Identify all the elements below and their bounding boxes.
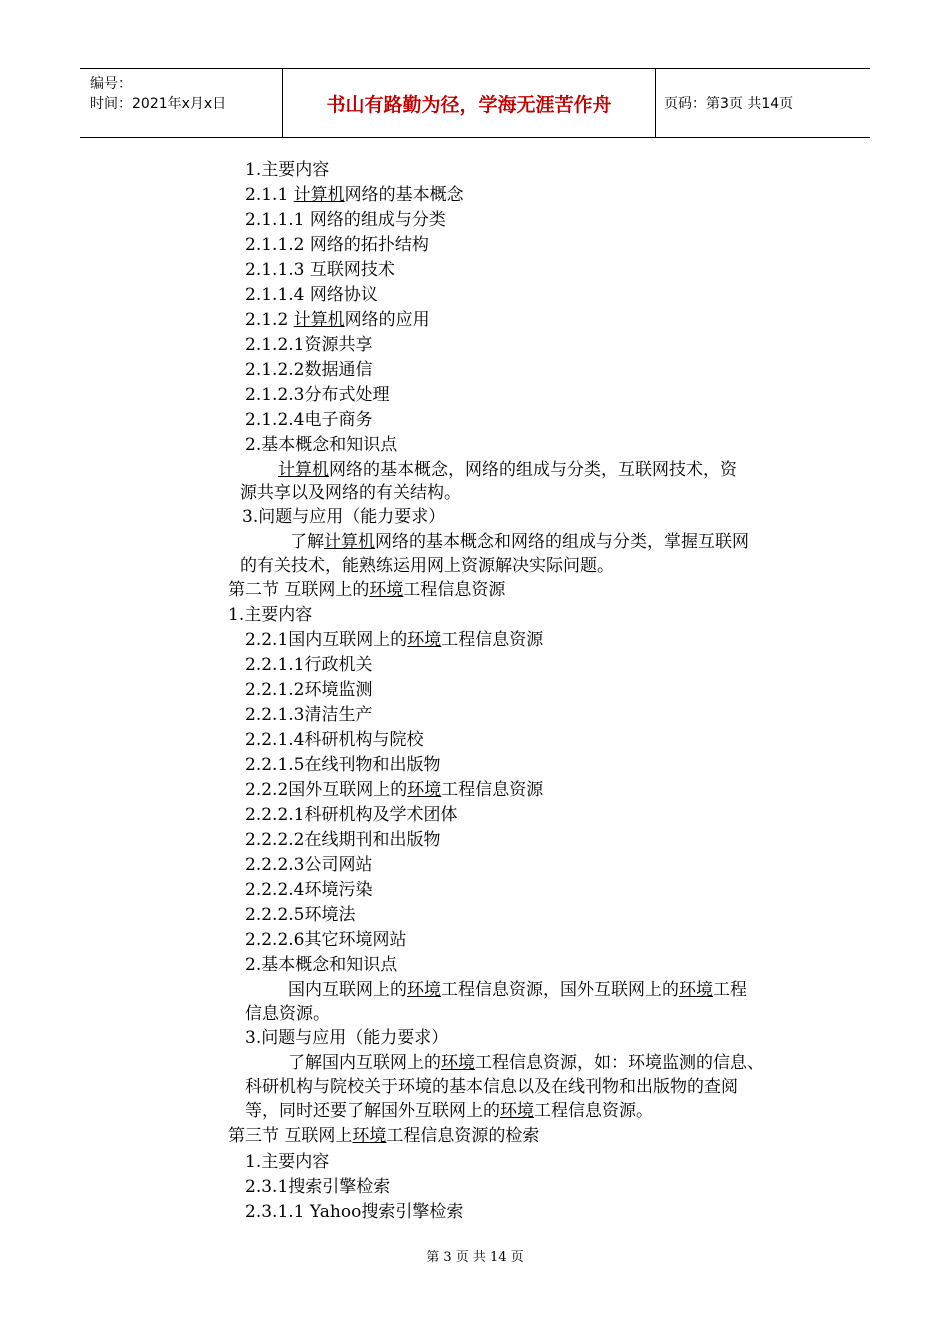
page-header: [80, 68, 870, 138]
text-line: 2.2.2.4环境污染: [245, 880, 373, 900]
text-line: 2.2.1.1行政机关: [245, 655, 373, 675]
header-meta: [80, 69, 283, 137]
underlined-term: 环境: [407, 630, 442, 650]
serial-label: 编号：: [90, 76, 132, 92]
text-line: 2.3.1.1 Yahoo搜索引擎检索: [245, 1202, 464, 1222]
underlined-term: 环境: [500, 1101, 534, 1121]
text-segment: 等，同时还要了解国外互联网上的: [245, 1101, 500, 1121]
underlined-term: 计算机: [278, 460, 329, 480]
text-segment: 工程信息资源: [441, 780, 544, 800]
text-segment: 网络的应用: [344, 310, 430, 330]
text-segment: 2.2.1国内互联网上的: [245, 630, 408, 650]
text-line: [228, 578, 505, 602]
text-line: 2.2.2.2在线期刊和出版物: [245, 830, 441, 850]
text-segment: 工程: [713, 980, 747, 1000]
text-segment: 网络的基本概念和网络的组成与分类，掌握互联网: [375, 532, 749, 552]
text-line: 1.主要内容: [245, 1152, 330, 1172]
text-line: 2.1.1.1 网络的组成与分类: [245, 210, 446, 230]
text-line: 2.2.1.2环境监测: [245, 680, 373, 700]
text-line: [245, 1099, 653, 1123]
text-line: 2.基本概念和知识点: [245, 435, 398, 455]
page-footer: 第 3 页 共 14 页: [426, 1250, 524, 1265]
text-segment: 第二节 互联网上的: [228, 580, 370, 600]
time-label: 时间：2021年x月x日: [90, 96, 227, 112]
text-line: [245, 183, 464, 207]
text-line: 2.2.1.4科研机构与院校: [245, 730, 424, 750]
text-segment: 工程信息资源的检索: [386, 1126, 540, 1146]
header-page-info: 页码：第3页 共14页: [664, 96, 794, 112]
text-segment: 第三节 互联网上: [228, 1126, 353, 1146]
text-line: [245, 308, 430, 332]
text-line: [290, 530, 749, 554]
underlined-term: 环境: [369, 580, 404, 600]
underlined-term: 环境: [352, 1126, 387, 1146]
text-line: 2.1.2.2数据通信: [245, 360, 373, 380]
underlined-term: 计算机: [293, 185, 345, 205]
text-line: 2.2.1.3清洁生产: [245, 705, 373, 725]
text-segment: 工程信息资源，国外互联网上的: [441, 980, 679, 1000]
underlined-term: 环境: [407, 980, 441, 1000]
underlined-term: 环境: [441, 1053, 475, 1073]
text-line: 2.1.2.4电子商务: [245, 410, 373, 430]
text-segment: 工程信息资源，如：环境监测的信息、: [475, 1053, 764, 1073]
text-line: 1.主要内容: [228, 605, 313, 625]
text-line: 3.问题与应用（能力要求）: [245, 1028, 449, 1048]
text-segment: 网络的基本概念，网络的组成与分类，互联网技术，资: [329, 460, 737, 480]
text-segment: 2.1.1: [245, 185, 294, 205]
text-line: 2.1.1.3 互联网技术: [245, 260, 395, 280]
text-segment: 网络的基本概念: [344, 185, 464, 205]
text-line: 2.1.1.2 网络的拓扑结构: [245, 235, 429, 255]
text-segment: 工程信息资源: [441, 630, 544, 650]
text-line: [288, 1051, 764, 1075]
header-motto: 书山有路勤为径，学海无涯苦作舟: [283, 69, 656, 137]
text-segment: 了解: [290, 532, 324, 552]
text-line: 2.1.2.3分布式处理: [245, 385, 390, 405]
text-segment: 了解国内互联网上的: [288, 1053, 441, 1073]
underlined-term: 环境: [679, 980, 713, 1000]
text-line: [228, 1124, 539, 1148]
text-segment: 工程信息资源。: [534, 1101, 653, 1121]
text-line: 2.基本概念和知识点: [245, 955, 398, 975]
text-line: 2.2.2.6其它环境网站: [245, 930, 407, 950]
text-segment: 工程信息资源: [403, 580, 506, 600]
text-line: [245, 778, 543, 802]
underlined-term: 环境: [407, 780, 442, 800]
text-line: 的有关技术，能熟练运用网上资源解决实际问题。: [240, 556, 614, 576]
underlined-term: 计算机: [293, 310, 345, 330]
text-line: 2.2.2.5环境法: [245, 905, 356, 925]
text-line: [278, 458, 737, 482]
text-segment: 2.1.2: [245, 310, 294, 330]
text-line: 1.主要内容: [245, 160, 330, 180]
text-segment: 2.2.2国外互联网上的: [245, 780, 408, 800]
text-line: 科研机构与院校关于环境的基本信息以及在线刊物和出版物的查阅: [245, 1077, 738, 1097]
text-line: 2.2.1.5在线刊物和出版物: [245, 755, 441, 775]
underlined-term: 计算机: [324, 532, 375, 552]
text-line: [288, 978, 747, 1002]
text-line: 2.1.1.4 网络协议: [245, 285, 378, 305]
text-segment: 国内互联网上的: [288, 980, 407, 1000]
text-line: 3.问题与应用（能力要求）: [242, 507, 446, 527]
text-line: 信息资源。: [245, 1004, 330, 1024]
text-line: 2.1.2.1资源共享: [245, 335, 373, 355]
text-line: 2.2.2.1科研机构及学术团体: [245, 805, 458, 825]
text-line: 源共享以及网络的有关结构。: [240, 483, 461, 503]
text-line: 2.3.1搜索引擎检索: [245, 1177, 391, 1197]
text-line: [245, 628, 543, 652]
text-line: 2.2.2.3公司网站: [245, 855, 373, 875]
